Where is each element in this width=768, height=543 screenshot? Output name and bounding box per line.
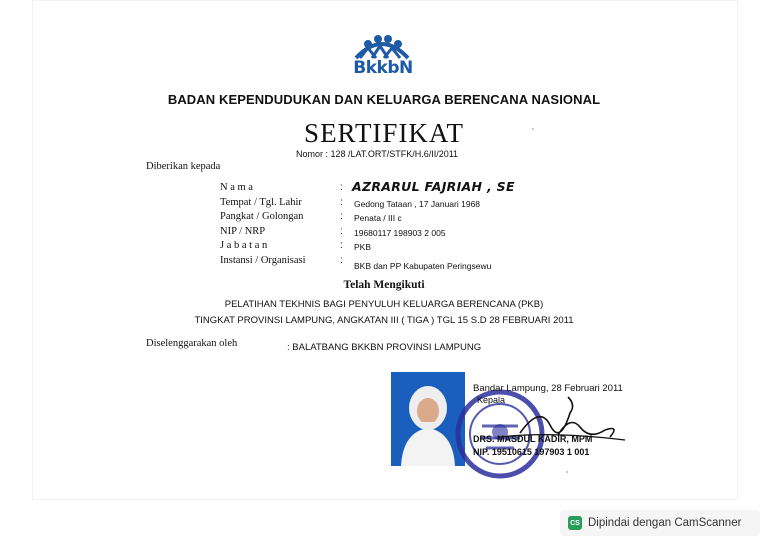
field-colon: :	[340, 211, 343, 222]
organizer-label: Diselenggarakan oleh	[146, 338, 238, 349]
organizer-value: : BALATBANG BKKBN PROVINSI LAMPUNG	[287, 342, 482, 353]
camscanner-icon: CS	[568, 516, 582, 530]
field-label: Pangkat / Golongan	[220, 211, 304, 222]
signer-position: Kepala	[477, 395, 506, 405]
field-label: Tempat / Tgl. Lahir	[220, 197, 302, 208]
scan-speck	[532, 128, 534, 130]
certificate-title: SERTIFIKAT	[304, 118, 464, 148]
field-value: Penata / III c	[354, 213, 402, 223]
logo-text: BkkbN	[353, 58, 413, 78]
field-value: PKB	[354, 242, 372, 252]
field-colon: :	[340, 182, 343, 193]
course-title-line1: PELATIHAN TEKHNIS BAGI PENYULUH KELUARGA BERENCANA (PKB)	[224, 299, 544, 310]
field-colon: :	[340, 255, 343, 266]
attended-heading: Telah Mengikuti	[343, 279, 425, 291]
field-label: Instansi / Organisasi	[220, 255, 306, 266]
given-to-label: Diberikan kepada	[146, 161, 221, 172]
field-label: NIP / NRP	[220, 226, 266, 237]
field-label: N a m a	[220, 182, 253, 193]
agency-name: BADAN KEPENDUDUKAN DAN KELUARGA BERENCANA NASIONAL	[167, 92, 601, 107]
camscanner-text: Dipindai dengan CamScanner	[588, 517, 742, 529]
course-title-line2: TINGKAT PROVINSI LAMPUNG, ANGKATAN III ( TIGA ) TGL 15 S.D 28 FEBRUARI 2011	[194, 315, 574, 326]
field-value: Gedong Tataan , 17 Januari 1968	[354, 199, 481, 209]
field-label: J a b a t a n	[220, 240, 268, 251]
field-value: 19680117 198903 2 005	[354, 228, 446, 238]
recipient-name: AZRARUL FAJRIAH , SE	[352, 179, 515, 194]
signer-nip: NIP. 19510615 197903 1 001	[473, 447, 590, 457]
field-colon: :	[340, 240, 343, 251]
camscanner-badge	[560, 510, 760, 536]
signing-place-date: Bandar Lampung, 28 Februari 2011	[473, 383, 623, 394]
field-value: BKB dan PP Kabupaten Peringsewu	[354, 261, 492, 271]
field-colon: :	[340, 197, 343, 208]
certificate-number: Nomor : 128 /LAT.ORT/STFK/H.6/II/2011	[296, 149, 459, 159]
signer-name: DRS. MASDUL KADIR, MPM	[473, 434, 593, 444]
scan-speck	[566, 471, 568, 473]
field-colon: :	[340, 226, 343, 237]
